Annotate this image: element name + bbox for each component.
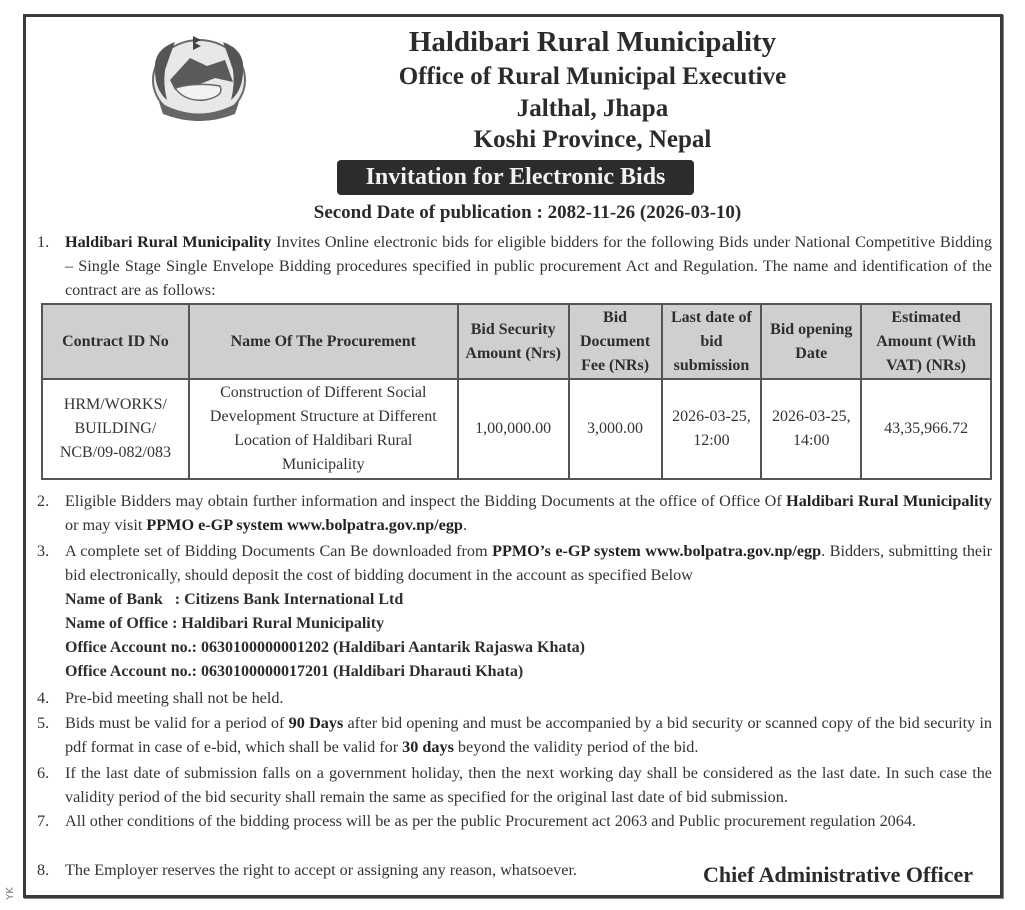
table-header-row bbox=[42, 304, 991, 379]
notice-title-banner: Invitation for Electronic Bids bbox=[337, 160, 694, 195]
egp-link-text: PPMO e-GP system www.bolpatra.gov.np/egp bbox=[146, 516, 463, 534]
egp-link-text: PPMO’s e-GP system www.bolpatra.gov.np/egp bbox=[492, 542, 822, 560]
bank-value: 0630100000017201 (Haldibari Dharauti Khata) bbox=[200, 663, 524, 680]
office-name-line bbox=[65, 612, 384, 636]
bank-value: 0630100000001202 (Haldibari Aantarik Rajaswa Khata) bbox=[200, 639, 585, 656]
clause-2 bbox=[37, 489, 992, 537]
cell-opening-date: 2026-03-25, 14:00 bbox=[761, 379, 861, 479]
clause-number: 8. bbox=[37, 861, 50, 879]
clause-text: A complete set of Bidding Documents Can Be downloaded from bbox=[65, 542, 493, 560]
cell-last-date: 2026-03-25, 12:00 bbox=[662, 379, 762, 479]
clause-number: 3. bbox=[37, 542, 50, 560]
office-location: Jalthal, Jhapa bbox=[516, 95, 669, 122]
clause-number: 5. bbox=[37, 714, 50, 732]
clause-bold: Haldibari Rural Municipality bbox=[65, 233, 272, 251]
clause-1 bbox=[37, 230, 992, 302]
clause-text: Bids must be valid for a period of bbox=[65, 714, 289, 732]
col-estimated-amount: Estimated Amount (With VAT) (NRs) bbox=[861, 304, 991, 379]
col-document-fee: Bid Document Fee (NRs) bbox=[569, 304, 662, 379]
col-procurement-name: Name Of The Procurement bbox=[189, 304, 458, 379]
bank-label: Office Account no.: bbox=[65, 639, 201, 656]
clause-text: Invites Online electronic bids for eligible bidders for the following Bids under National Competitive Bidding – Single Stage Single Envelope Bidding procedures specified in public procurement Act and Regulation. The name and identification of the contract are as follows: bbox=[65, 233, 992, 299]
bank-name-line bbox=[65, 588, 403, 612]
table-row bbox=[42, 379, 991, 479]
clause-text: Eligible Bidders may obtain further information and inspect the Bidding Documents at the office of Office Of bbox=[65, 492, 787, 510]
clause-6 bbox=[37, 761, 992, 809]
col-bid-security: Bid Security Amount (Nrs) bbox=[458, 304, 569, 379]
corner-mark: YK bbox=[4, 887, 16, 900]
bank-label: Name of Bank : bbox=[65, 591, 185, 608]
clause-7 bbox=[37, 809, 992, 833]
bank-label: Name of Office : bbox=[65, 615, 182, 632]
clause-text: . bbox=[462, 516, 467, 534]
clause-bold: 90 Days bbox=[288, 714, 344, 732]
clause-text: All other conditions of the bidding process will be as per the public Procurement act 2063 and Public procurement regulation 2064. bbox=[65, 812, 916, 830]
clause-number: 6. bbox=[37, 764, 50, 782]
bank-value: Citizens Bank International Ltd bbox=[184, 591, 404, 608]
cell-procurement-name: Construction of Different Social Development Structure at Different Location of Haldibari Rural Municipality bbox=[189, 379, 458, 479]
org-name: Haldibari Rural Municipality bbox=[408, 26, 777, 58]
cell-contract-id: HRM/WORKS/ BUILDING/ NCB/09-082/083 bbox=[42, 379, 189, 479]
col-contract-id: Contract ID No bbox=[42, 304, 189, 379]
cell-bid-security: 1,00,000.00 bbox=[458, 379, 569, 479]
cell-document-fee: 3,000.00 bbox=[569, 379, 662, 479]
clause-text: after bid opening and must be accompanied by a bid security or scanned copy of the bid security in pdf format in case of e-bid, which shall be valid for bbox=[65, 714, 992, 756]
clause-text: If the last date of submission falls on a government holiday, then the next working day shall be considered as the last date. In such case the validity period of the bid security shall remain the same as specified for the original last date of bid submission. bbox=[65, 764, 992, 806]
clause-number: 1. bbox=[37, 233, 50, 251]
col-last-date: Last date of bid submission bbox=[662, 304, 762, 379]
province: Koshi Province, Nepal bbox=[473, 126, 712, 153]
clause-number: 7. bbox=[37, 812, 50, 830]
clause-text: or may visit bbox=[65, 516, 147, 534]
clause-number: 4. bbox=[37, 689, 50, 707]
account-line-2 bbox=[65, 660, 523, 684]
col-opening-date: Bid opening Date bbox=[761, 304, 861, 379]
publication-date: Second Date of publication : 2082-11-26 (2026-03-10) bbox=[313, 202, 742, 223]
bank-label: Office Account no.: bbox=[65, 663, 201, 680]
clause-3 bbox=[37, 539, 992, 587]
clause-bold: Haldibari Rural Municipality bbox=[786, 492, 992, 510]
clause-text: . Bidders, submitting their bid electronically, should deposit the cost of bidding document in the account as specified Below bbox=[65, 542, 992, 584]
office-name: Office of Rural Municipal Executive bbox=[398, 63, 787, 90]
clause-4 bbox=[37, 686, 992, 710]
clause-8 bbox=[37, 858, 677, 882]
signature-title: Chief Administrative Officer bbox=[703, 862, 974, 887]
contract-table bbox=[41, 303, 992, 480]
clause-text: The Employer reserves the right to accept or assigning any reason, whatsoever. bbox=[65, 861, 577, 879]
clause-text: beyond the validity period of the bid. bbox=[453, 738, 699, 756]
clause-text: Pre-bid meeting shall not be held. bbox=[65, 689, 284, 707]
cell-estimated-amount: 43,35,966.72 bbox=[861, 379, 991, 479]
clause-number: 2. bbox=[37, 492, 50, 510]
clause-5 bbox=[37, 711, 992, 759]
bank-value: Haldibari Rural Municipality bbox=[181, 615, 385, 632]
clause-bold: 30 days bbox=[402, 738, 454, 756]
account-line-1 bbox=[65, 636, 585, 660]
